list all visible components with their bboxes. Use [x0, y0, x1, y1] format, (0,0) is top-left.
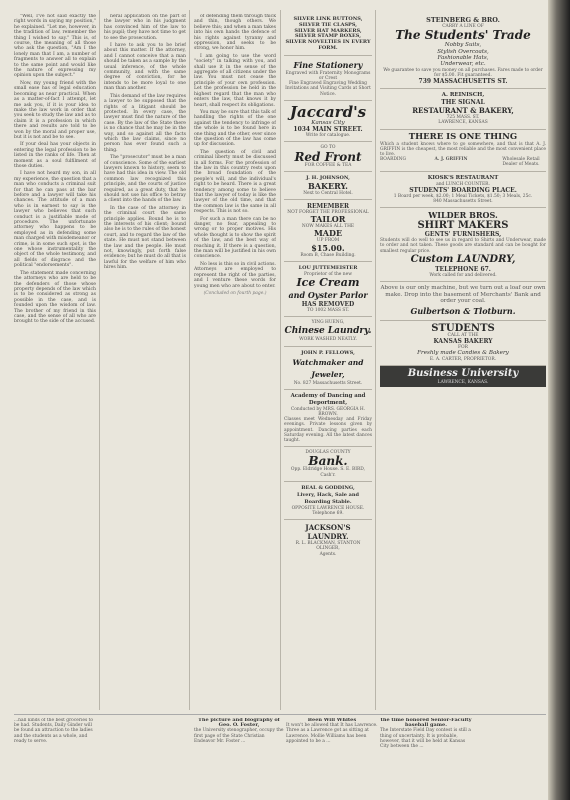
ad-address: OPPOSITE LAWRENCE HOUSE. [291, 505, 365, 511]
bottom-column-4 [380, 718, 472, 792]
jaccard-ad [284, 101, 372, 143]
ad-sub: FOR [458, 345, 468, 351]
johnson-bakery-ad [284, 172, 372, 200]
column-rule [280, 10, 281, 710]
column-3 [194, 14, 276, 714]
ad-note: We guarantee to save you money on all purchases. Fares made to order for $5.00. Fit guaranteed. [383, 67, 543, 79]
ad-line: SILVER HAT MARKERS, [294, 27, 362, 34]
ad-telephone: TELEPHONE 67. [435, 265, 491, 273]
heading: The picture and biography of Geo. O. Foster, [198, 718, 280, 729]
ad-owner: Gulbertson & Tlotburn. [410, 305, 516, 316]
ad-line: SILVER NOVELTIES IN EVERY FORM. [285, 39, 371, 51]
column-2 [104, 14, 186, 714]
ad-title: Custom LAUNDRY, [410, 253, 516, 265]
ad-owner: JOHN P. FELLOWS, [301, 349, 355, 356]
ad-title: Business University [407, 367, 519, 379]
ad-owner: LOU JUTTEMEISTER [298, 264, 358, 271]
tailor-price: $15.00. [311, 242, 345, 253]
ad-title: Livery, Hack, Sale and Boarding Stable. [296, 491, 360, 505]
ad-footer-mid: A. J. GRIFFIN [434, 157, 468, 163]
ad-item: Stylish Overcoats, [437, 48, 489, 55]
jaccard-name: Jaccard's [289, 102, 367, 121]
steinberg-ad [380, 14, 546, 89]
ad-city: LAWRENCE, KANSAS [438, 120, 488, 126]
ad-title: JACKSON'S LAUNDRY. [305, 523, 351, 542]
ad-proprietor: E. A. CARTER, PROPRIETOR. [429, 356, 497, 362]
paragraph: The "prosecutor" must be a man of conscience. Some of the earliest lawyers known to history, seem to have had this idea in view. The old common law recognized this principle, and the courts of justice required, as a great duty, that he should not use his office to betray a client into the hands of the law. [104, 155, 186, 204]
stationery-ad [284, 56, 372, 101]
ad-owner: A. REINISCH, [441, 92, 485, 99]
paragraph: I have to ask you to be brief about this matter. If the attorney, and I cannot conceive that a man should be taken as a sample by the usual inference, of the whole community, and with the same degree of conviction, for he intends to be more loyal to one man than another. [104, 43, 186, 92]
chinese-laundry-ad [284, 317, 372, 346]
ad-footer-right: Wholesale Retail Dealer of Meats. [502, 157, 540, 168]
ad-sub: WORK WASHED NEATLY. [299, 337, 357, 343]
ad-address: No. 827 Massachusetts Street. [293, 380, 363, 386]
paragraph: neral application on the part of the lawyer who in his judgment has convinced him of the law to his pupil; they have not time to get to see the prosecution. [104, 14, 186, 41]
heading: Been Will Whites [307, 718, 357, 723]
academy-ad [284, 390, 372, 447]
ad-title: KIOSK'S RESTAURANT [427, 174, 499, 181]
bottom-column-3 [286, 718, 378, 792]
ad-line: SILVER STAMP BOXES, [295, 33, 361, 40]
column-rule [189, 10, 190, 710]
bottom-column-1 [14, 718, 94, 792]
paragraph: I have not heard my son, in all my experience, the question that a man who conducts a criminal suit for that he can pass at the bar before and a lawyer will take his chances. The attitude of a man who is in earnest to say is the lawyer who believes that such conduct is a justifiable mode of procedure. The unfortunate attorney who happens to be employed as in defending some man charged with misdemeanor or crime, is in some such spot, is the one whose instrumentality the object of the whole testimony, and all fields of disgrace and the political "endorsements". [14, 171, 96, 269]
ad-sub: CARRY A LINE OF [442, 24, 484, 29]
fellows-ad [284, 347, 372, 390]
ad-title: STUDENTS' BOARDING PLACE. [409, 186, 517, 194]
douglas-bank-ad [284, 447, 372, 482]
jaccard-note: Write for catalogue. [305, 133, 351, 139]
coal-ad [380, 282, 546, 321]
ad-sub: Conducted by MRS. GEORGIA H. BROWN. [290, 406, 366, 418]
ad-address: 725 MASS. ST. [446, 115, 480, 121]
ad-address: Room B, Chase Building. [300, 252, 356, 258]
tailor-ad [284, 200, 372, 262]
ice-cream-ad [284, 262, 372, 317]
griffin-ad [380, 130, 546, 172]
book-spine [548, 0, 570, 800]
ad-note: Fine Engraved Engraving Wedding Invitations and Visiting Cards at Short Notice. [285, 81, 371, 97]
ad-owner: STEINBERG & BRO. [426, 16, 500, 24]
ad-item: Underwear, etc. [440, 61, 486, 68]
ad-line: Freshly made Candies & Bakery [417, 350, 509, 357]
heading: the time honored Senior-Faculty baseball game. [380, 718, 472, 729]
paragraph: "Well, I've not said exactly the right words in saying my position," he explained. "Let me, however, in the tradition of law, remember the thing I wished to say." This is, of course, the meaning of all those who ask the question, "Am I the lonely man that I am, a number of fragments to answer all to explain to the same point and would like the nature of expressing my opinion upon the subject." [14, 14, 96, 79]
ad-address: 739 MASSACHUSETTS ST. [418, 78, 508, 86]
ad-owner: YING HUENG, [311, 320, 345, 326]
paragraph: This demand of the law requires a lawyer to be supposed that the rights of a litigant should be protected. In every case, the lawyer must find the nature of the case. By the law of the State there is no chance that he may be in the way, and so against all the facts which the law claims, since no person has ever found such a thing. [104, 93, 186, 153]
paragraph: In the case of the attorney in the criminal court the same principle applies. Bound he is to the interests of his client; bound also he is to the rules of the honest court, and to regard the law of the state. He must not stand between the law and the people. He must not, knowingly, put forth false evidence; but he must do all that is lawful for the welfare of him who hires him. [104, 205, 186, 271]
ads-column-2 [380, 14, 546, 387]
red-front-title: Red Front [294, 149, 362, 164]
paragraph: The statement made concerning the attorneys who are held to be the defenders of those whose property depends of the law which is to be considered as strong as possible in the case, and is founded upon the wisdom of law. The brother of my friend in this case, and the sense of all who are brought to the side of the accused. [14, 270, 96, 325]
ad-address: Next to Central Hotel. [303, 190, 353, 196]
paragraph: of defending them through thick and thin, though others. We believe this; and when a man takes into his own hands the defence of his rights against tyranny and oppression, and seeks to be strong, we honor him. [194, 14, 276, 52]
ad-city: LAWRENCE, KANSAS. [437, 379, 489, 385]
ad-title: Academy of Dancing and Deportment, [290, 392, 366, 406]
jaccard-address: 1034 MAIN STREET. [293, 126, 363, 134]
ad-title: BAKERY. [308, 180, 348, 191]
ad-line: TAILOR [310, 214, 346, 225]
column-rule [375, 10, 376, 710]
ad-title: Fine Stationery [293, 59, 363, 70]
paragraph: ...hall kinds of the best groceries to be had. Students, Daily Ginder will be found an attraction to the ladies and the students as a whole, and ready to serve. [14, 718, 94, 744]
ad-line: NOT FORGET THE PROFESSIONAL [287, 210, 369, 216]
continued-note: (Concluded on fourth page.) [203, 290, 267, 296]
ad-title: STUDENTS [431, 322, 495, 334]
silver-ad [284, 14, 372, 56]
ad-pre: DOUGLAS COUNTY [305, 450, 351, 456]
ad-title: THERE IS ONE THING [408, 131, 518, 142]
bottom-strip [14, 714, 546, 795]
kiosk-ad [380, 172, 546, 209]
red-front-ad [284, 142, 372, 171]
ad-agents: Agents. [319, 551, 337, 557]
ad-footer-left: BOARDING [380, 157, 406, 163]
ad-pre: THE SIGNAL [441, 99, 485, 107]
ad-telephone: Telephone 69. [312, 511, 344, 517]
ad-title: RESTAURANT & BAKERY, [412, 106, 514, 116]
ad-sub: Engraved with Fraternity Monograms or Crest [285, 70, 371, 81]
paragraph: I am going to use the word "society" in talking with you, and shall use it in the sense of the aggregate of all citizens under the law. You must not cease the principle of your own profession. Let the profession be held in the highest regard that the man who enters the law, that knows it by heart, shall respect its obligations. [194, 53, 276, 108]
ad-address: 840 Massachusetts Street. [433, 199, 493, 205]
ad-footer [380, 157, 546, 167]
ad-body: Students will do well to see us in regard to Shirts and Underwear, made to order and not taken. These goods are standard and can be bought for smallest regular price. [380, 238, 546, 254]
ad-line: MADE [313, 228, 343, 239]
kansas-bakery-ad [380, 321, 546, 366]
ad-line: NOW MAKES ALL THE [301, 224, 355, 230]
paragraph: You may be sure that this talk of handling the rights of the one against the tendency to infringe of the whole is to be found here in one thing and the other, ever since the question of the law has come up for discussion. [194, 109, 276, 148]
ad-line: SILVER TIE CLASPS, [299, 21, 357, 28]
paragraph: For such a man there can be no danger, no fear, appealing to wrong or to proper motives. His whole thought is to show the spirit of the law, and the best way of reaching it. If there is a question, the man will be justified in his own conscience. [194, 216, 276, 260]
jackson-laundry-ad [284, 520, 372, 560]
ad-sub: and LUNCH COUNTER. [436, 181, 490, 187]
ad-title: SHIRT MAKERS [417, 220, 509, 232]
ad-owner: WILDER BROS. [428, 210, 498, 221]
ad-title: Watchmaker and Jeweler, [292, 357, 364, 379]
ad-prices: 1 Board per week, $2.00; 1 Meal Tickets, $1.50; 3 Meals, 25c. [393, 193, 533, 199]
ad-sub: Opp. Eldridge House. S. E. BIRD, Cash'r. [290, 467, 366, 478]
ad-body: Classes meet Wednesday and Friday evenings. Private lessons given by appointment. Dancing parties each Saturday evening. All the latest dances taught. [284, 417, 372, 444]
ad-place: KANSAS BAKERY [433, 338, 493, 346]
ad-line: UP FROM [316, 238, 340, 244]
business-university-ad [380, 366, 546, 387]
ad-sub: CALL AT THE [447, 332, 479, 338]
paragraph: It won't be allowed that It has Lawrence. Three as a Lawrence got as sitting at Lawrence. Mollie Williams has been appointed to be a ... [286, 723, 378, 744]
ad-pre: GO TO [320, 145, 336, 151]
bottom-column-2 [194, 718, 284, 792]
ad-item: Fashionable Hats, [437, 55, 489, 62]
ad-owner: J. H. JOHNSON, [306, 174, 350, 181]
paragraph: The Interstate Field Day contest is still a thing of uncertainty. It is probable, however, that it will be held at Kansas City between the ... [380, 728, 471, 750]
ad-body: Above is our only machine, but we turn out a loaf our own make. Drop into the basement of Merchants' Bank and order your coal. [380, 285, 546, 305]
ad-title: Bank. [308, 454, 348, 469]
reinisch-ad [380, 89, 546, 129]
ad-sub: Proprietor of the new [304, 271, 352, 277]
column-rule [99, 10, 100, 710]
paragraph: No less is this so in civil actions. Attorneys are employed to represent the right of the parties, and I venture these words for young men who are about to enter. [194, 261, 276, 289]
ad-sub: R. L. BLACKMAN, STANTON OLINGER, [295, 541, 361, 552]
livery-ad [284, 482, 372, 520]
wilder-ad [380, 208, 546, 282]
ad-item: Nobby Suits, [444, 42, 482, 49]
ad-line: SILVER LINK BUTTONS, [293, 16, 363, 22]
ad-address: TO 1002 MASS ST. [306, 308, 350, 314]
ad-note: Work called for and delivered. [429, 272, 497, 278]
ad-title: Ice Cream [296, 276, 360, 290]
paragraph: the University stenographer, occupy the first page of the State Christian Endeavor Mr. Foster ... [194, 728, 284, 744]
paragraph: Now, my young friend with the small ease has of legal education becoming as near practical. When as a matter-of-fact I attempt, let me ask you, if it is your idea to make the law work in order that you seek to study the law and as to claim it is a profession in which there and results are told to be won by the moral and proper use, but it is not and be to see. [14, 80, 96, 140]
ad-title: Chinese Laundry. [284, 326, 372, 337]
paragraph: If your deal has your objects in entering the legal profession to be listed in the ranks of life. Then at moment as a soul fulfilment of those duties. [14, 142, 96, 169]
ad-line: REMEMBER [306, 203, 350, 211]
jaccard-city: Kansas City [311, 119, 345, 126]
ad-body: Which a student knows where to go somewhere, and that is that A. J. GRIFFIN is the cheapest, the most reliable and the most convenient place to live. [380, 141, 546, 158]
ad-line: HAS REMOVED [301, 301, 355, 309]
paragraph: The question of civil and criminal liberty must be discussed in all forms. For the profession of the law in this country rests upon the broad foundation of the people's will, and the individual's right to be heard. There is a great tendency among some to believe that the lawyer of today is like the lawyer of the old time, and that the common law is the same in all respects. This is not so. [194, 149, 276, 215]
ad-owner: BEAL & GODDING, [301, 484, 355, 491]
ad-title: and Oyster Parlor [288, 290, 368, 301]
column-1 [14, 14, 96, 714]
ads-column-1 [284, 14, 372, 560]
ad-sub: GENTS' FURNISHERS, [424, 231, 502, 239]
ad-title: The Students' Trade [395, 28, 531, 43]
ad-sub: FOR COFFEE & TEA [304, 162, 352, 168]
